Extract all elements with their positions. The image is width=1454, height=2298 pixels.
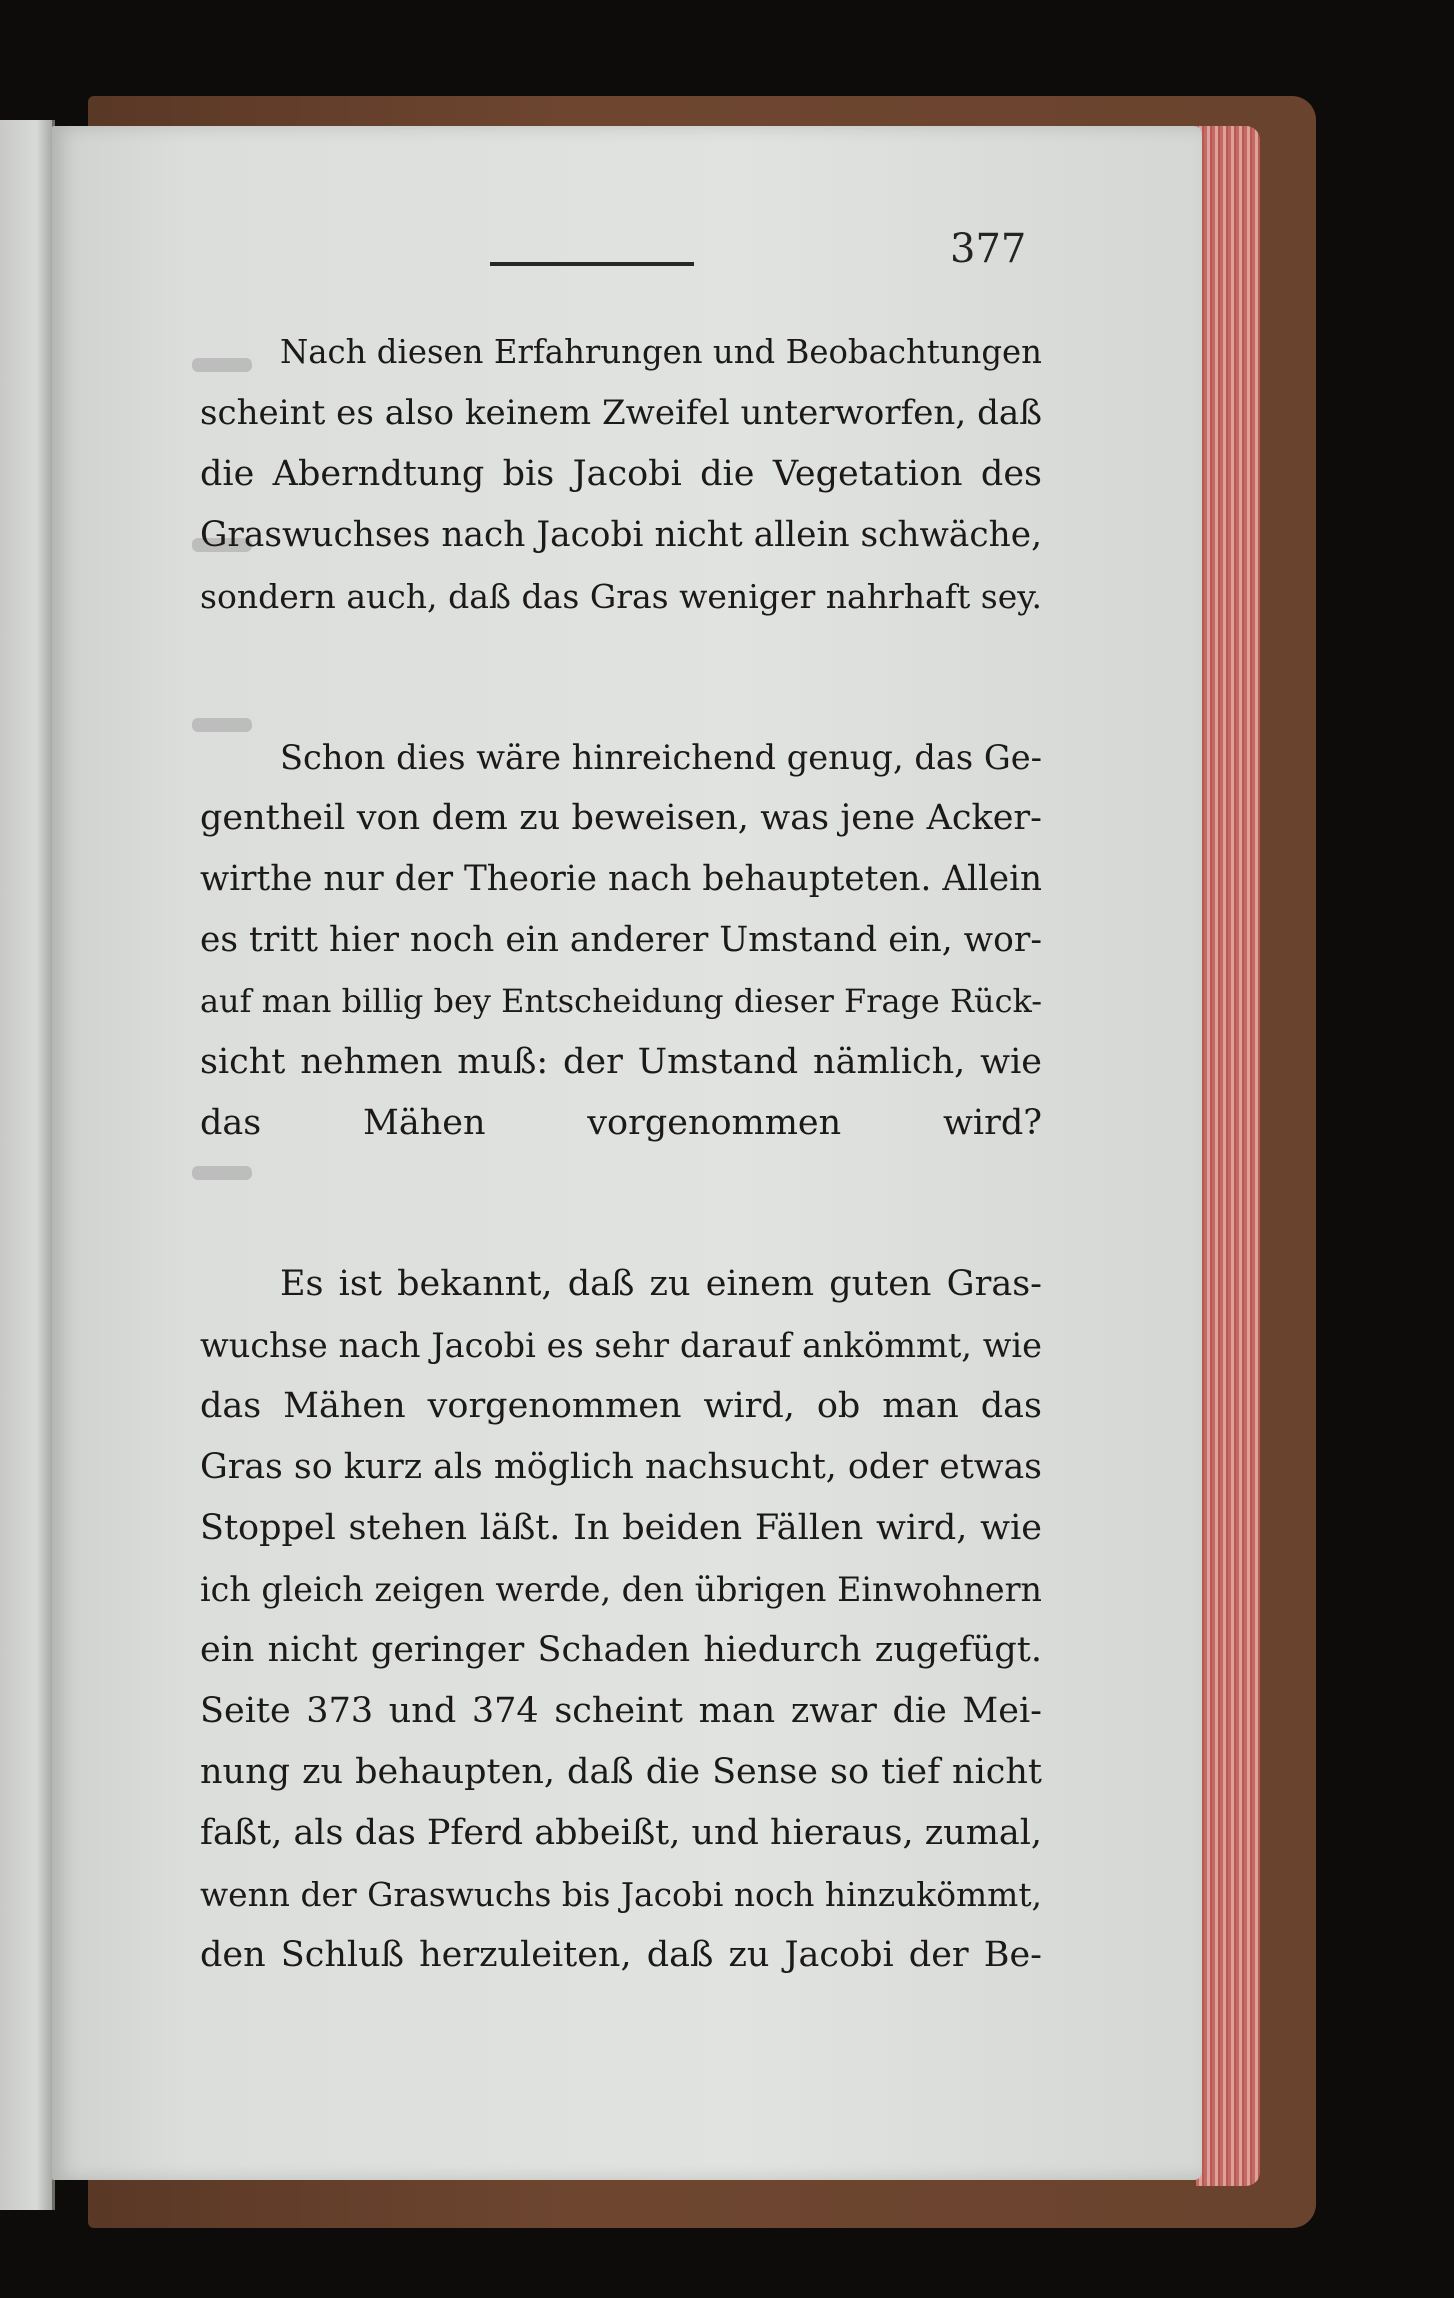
text-line: wuchse nach Jacobi es sehr darauf ankömmt, wie: [200, 1326, 1042, 1365]
text-line: scheint es also keinem Zweifel unterworfen, daß: [200, 393, 1042, 433]
text-line: gentheil von dem zu beweisen, was jene Acker-: [200, 798, 1042, 838]
text-line: das Mähen vorgenommen wird, ob man das: [200, 1386, 1042, 1426]
text-line: Schon dies wäre hinreichend genug, das Ge-: [280, 738, 1042, 777]
text-line: wenn der Graswuchs bis Jacobi noch hinzukömmt,: [200, 1875, 1042, 1914]
text-line: sondern auch, daß das Gras weniger nahrhaft sey.: [200, 577, 1042, 616]
paragraph-3: [200, 1254, 1042, 1986]
text-line: das Mähen vorgenommen wird?: [200, 1103, 1042, 1143]
text-line: auf man billig bey Entscheidung dieser Frage Rück-: [200, 982, 1042, 1020]
paragraph-1: [200, 322, 1042, 627]
text-line: ein nicht geringer Schaden hiedurch zugefügt.: [200, 1630, 1042, 1670]
text-line: es tritt hier noch ein anderer Umstand ein, wor-: [200, 920, 1042, 960]
facing-page-edge: [0, 120, 55, 2210]
text-line: ich gleich zeigen werde, den übrigen Einwohnern: [200, 1570, 1042, 1609]
text-line: nung zu behaupten, daß die Sense so tief nicht: [200, 1752, 1042, 1792]
text-line: Stoppel stehen läßt. In beiden Fällen wird, wie: [200, 1508, 1042, 1548]
paragraph-gap: [200, 1154, 1042, 1254]
text-line: Nach diesen Erfahrungen und Beobachtungen: [280, 333, 1042, 371]
text-line: Seite 373 und 374 scheint man zwar die Mei-: [200, 1691, 1042, 1731]
page-number: 377: [950, 226, 1027, 272]
text-line: Gras so kurz als möglich nachsucht, oder etwas: [200, 1447, 1042, 1487]
text-line: sicht nehmen muß: der Umstand nämlich, wie: [200, 1042, 1042, 1082]
text-line: wirthe nur der Theorie nach behaupteten. Allein: [200, 859, 1042, 899]
text-line: faßt, als das Pferd abbeißt, und hieraus, zumal,: [200, 1813, 1042, 1853]
header-rule: [490, 262, 694, 266]
text-line: den Schluß herzuleiten, daß zu Jacobi der Be-: [200, 1935, 1042, 1975]
page-edges: [1196, 126, 1260, 2186]
paragraph-gap: [200, 627, 1042, 727]
body-text: [200, 322, 1042, 1986]
text-line: Es ist bekannt, daß zu einem guten Gras-: [280, 1264, 1042, 1304]
text-line: die Aberndtung bis Jacobi die Vegetation des: [200, 454, 1042, 494]
text-line: Graswuchses nach Jacobi nicht allein schwäche,: [200, 515, 1042, 555]
paragraph-2: [200, 727, 1042, 1154]
